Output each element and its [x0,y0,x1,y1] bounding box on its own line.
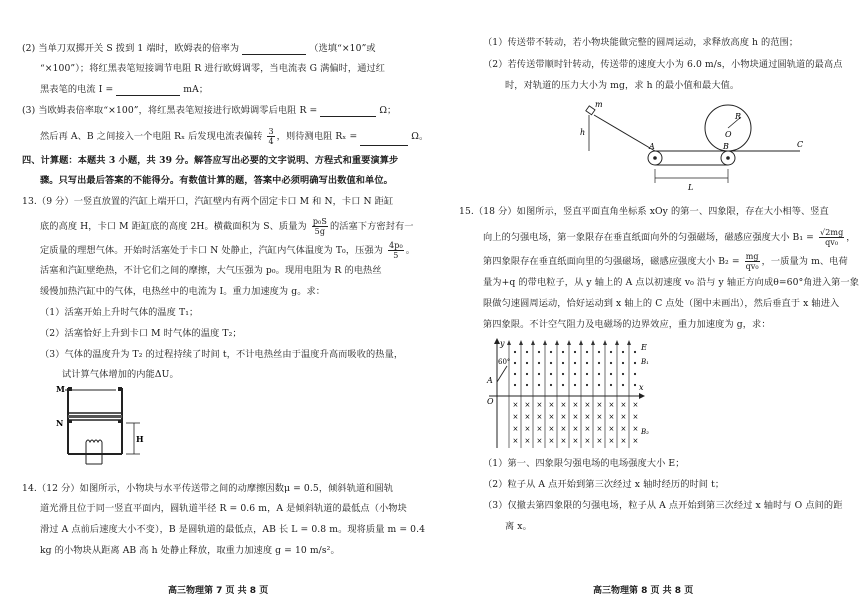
b2-field-cross: × [524,413,531,421]
b2-field-cross: × [524,425,531,433]
b2-field-cross: × [584,401,591,409]
b1-field-dot [562,384,564,386]
b2-field-cross: × [632,413,639,421]
q13-sub2: （2）活塞恰好上升到卡口 M 时气体的温度 T₂； [40,328,242,339]
e-field-arrow [519,340,523,345]
b2-field-cross: × [512,425,519,433]
q13-line1: 13.（9 分）一竖直放置的汽缸上端开口，汽缸壁内有两个固定卡口 M 和 N，卡口 N 距缸 [22,196,394,207]
q12-part2-line2: “×100”）；将红黑表笔短接调节电阻 R 进行欧姆调零，当电流表 G 满偏时，通过红 [40,63,386,74]
q14-sub1: （1）传送带不转动，若小物块能做完整的圆周运动，求释放高度 h 的范围； [483,37,799,48]
b1-field-dot [622,362,624,364]
b1-field-dot [550,351,552,353]
b1-field-dot [634,351,636,353]
b2-field-cross: × [560,425,567,433]
b1-field-dot [574,362,576,364]
field-figure [475,336,655,454]
answer-blank[interactable] [360,135,408,146]
b1-field-dot [622,351,624,353]
b2-field-cross: × [608,413,615,421]
b2-field-cross: × [572,437,579,445]
e-field-arrow [615,340,619,345]
b1-field-dot [586,362,588,364]
label-B: B [723,142,729,151]
q13-sub3-cont: 试计算气体增加的内能ΔU。 [62,369,179,380]
label-C: C [797,140,804,149]
fraction-b1: $\frac{√2mg}{\text{qv₀}}$ [820,228,844,247]
q12-part3-line2: 然后再 A、B 之间接入一个电阻 Rₓ 后发现电流表偏转 $\frac{3}{4}$ ，则待测电阻 Rₓ = Ω。 [40,127,429,146]
q14-line2: 道光滑且位于同一竖直平面内，圆轨道半径 R = 0.6 m，A 是倾斜轨道的最低点（小物块 [40,503,407,514]
label-H: H [136,434,144,444]
b1-field-dot [622,384,624,386]
b1-field-dot [586,373,588,375]
b1-field-dot [598,362,600,364]
b1-field-dot [610,384,612,386]
label-O: O [487,397,494,406]
b1-field-dot [622,373,624,375]
b1-field-dot [562,373,564,375]
b1-field-dot [598,351,600,353]
label-x: x [639,383,644,392]
b1-field-dot [514,362,516,364]
label-N: N [56,418,64,428]
q14-line1: 14.（12 分）如图所示，小物块与水平传送带之间的动摩擦因数μ = 0.5，倾斜轨道和圆轨 [22,483,394,494]
label-B2: B₂ [641,428,649,436]
label-angle: 60° [498,358,511,366]
q14-line3: 滑过 A 点前后速度大小不变），B 是圆轨道的最低点，AB 长 L = 0.8 m。现将质量 m = 0.4 [40,524,426,535]
b1-field-dot [550,384,552,386]
b2-field-cross: × [596,413,603,421]
q13-line2: 底的高度 H，卡口 M 距缸底的高度 2H。横截面积为 S、质量为 $\frac{\text{p₀S}}{5g}$ 的活塞下方密封有一 [40,217,414,236]
b2-field-cross: × [584,425,591,433]
fraction-mass: $\frac{\text{p₀S}}{5g}$ [312,217,327,236]
q15-line3: 第四象限存在垂直纸面向里的匀强磁场，磁感应强度大小 B₂ = $\frac{mg}{\text{qv₀}}$ ，一质量为 m、电荷 [483,252,848,271]
b1-field-dot [538,373,540,375]
q13-line4: 活塞和汽缸壁绝热，不计它们之间的摩擦，大气压强为 p₀。现用电阻为 R 的电热丝 [40,265,382,276]
b2-field-cross: × [548,401,555,409]
b1-field-dot [634,384,636,386]
e-field-arrow [603,340,607,345]
b2-field-cross: × [596,437,603,445]
b2-field-cross: × [620,401,627,409]
left-page [0,0,430,604]
b2-field-cross: × [620,425,627,433]
label-A: A [649,142,655,151]
q13-line3: 定质量的理想气体。开始时活塞处于卡口 N 处静止，汽缸内气体温度为 T₀，压强为 $\frac{\text{4p₀}}{5}$ 。 [40,241,416,260]
b2-field-cross: × [560,413,567,421]
q12-part2-line1: (2) 当单刀双掷开关 S 拨到 1 端时，欧姆表的倍率为 （选填“×10”或 [22,43,376,54]
b2-field-cross: × [632,401,639,409]
b2-field-cross: × [536,413,543,421]
b2-field-cross: × [548,437,555,445]
b2-field-cross: × [512,437,519,445]
e-field-arrow [567,340,571,345]
track-figure [580,95,805,195]
label-M: M [56,384,65,394]
b1-field-dot [550,373,552,375]
label-A: A [487,376,493,385]
q14-sub2: （2）若传送带顺时针转动，传送带的速度大小为 6.0 m/s，小物块通过圆轨道的最高点 [483,59,843,70]
q15-sub1: （1）第一、四象限匀强电场的电场强度大小 E； [483,458,685,469]
b2-field-cross: × [524,437,531,445]
q15-line4: 量为+q 的带电粒子，从 y 轴上的 A 点以初速度 v₀ 沿与 y 轴正方向成θ=60°角进入第一象 [483,277,859,288]
b1-field-dot [574,351,576,353]
b2-field-cross: × [512,401,519,409]
b2-field-cross: × [608,425,615,433]
b1-field-dot [610,362,612,364]
b1-field-dot [514,384,516,386]
b1-field-dot [598,384,600,386]
q12-part2-line3: 黑表笔的电流 I = mA； [40,84,209,95]
label-B1: B₁ [641,358,649,366]
e-field-arrow [543,340,547,345]
b1-field-dot [586,384,588,386]
b1-field-dot [526,362,528,364]
label-m: m [595,100,603,109]
q15-sub2: （2）粒子从 A 点开始到第三次经过 x 轴时经历的时间 t； [483,479,725,490]
b2-field-cross: × [584,413,591,421]
q15-line5: 限做匀速圆周运动，恰好运动到 x 轴上的 C 点处（图中未画出），然后垂直于 x 轴进入 [483,298,840,309]
b1-field-dot [574,384,576,386]
b2-field-cross: × [620,437,627,445]
page-footer-7: 高三物理第 7 页 共 8 页 [168,586,269,596]
b1-field-dot [514,351,516,353]
label-E: E [641,343,647,352]
b1-field-dot [526,373,528,375]
answer-blank[interactable] [320,106,376,117]
label-R: R [735,112,742,121]
right-page [445,0,861,604]
block [586,106,595,115]
b1-field-dot [538,384,540,386]
e-field-arrow [591,340,595,345]
b1-field-dot [610,351,612,353]
e-field-arrow [627,340,631,345]
b1-field-dot [634,373,636,375]
b1-field-dot [550,362,552,364]
q12-part3-line1: (3) 当欧姆表倍率取“×100”，将红黑表笔短接进行欧姆调零后电阻 R = Ω； [22,105,397,116]
b1-field-dot [526,384,528,386]
fraction-three-quarters: $\frac{3}{4}$ [268,127,274,146]
label-h: h [580,128,586,137]
e-field-arrow [579,340,583,345]
b2-field-cross: × [596,401,603,409]
q15-line2: 向上的匀强电场，第一象限存在垂直纸面向外的匀强磁场，磁感应强度大小 B₁ = $\frac{√2mg}{\text{qv₀}}$ ， [483,228,856,247]
b2-field-cross: × [536,425,543,433]
b2-field-cross: × [548,425,555,433]
b2-field-cross: × [608,401,615,409]
fraction-b2: $\frac{mg}{\text{qv₀}}$ [745,252,759,271]
b1-field-dot [634,362,636,364]
b2-field-cross: × [632,437,639,445]
q15-line6: 第四象限。不计空气阻力及电磁场的边界效应，重力加速度为 g，求： [483,319,771,330]
b2-field-cross: × [632,425,639,433]
page-footer-8: 高三物理第 8 页 共 8 页 [593,586,694,596]
b1-field-dot [574,373,576,375]
q14-sub2-cont: 时，对轨道的压力大小为 mg，求 h 的最小值和最大值。 [505,80,740,91]
b2-field-cross: × [512,413,519,421]
b1-field-dot [562,351,564,353]
b2-field-cross: × [620,413,627,421]
label-O: O [725,130,732,139]
answer-blank[interactable] [116,85,180,96]
b1-field-dot [586,351,588,353]
label-L: L [688,183,694,192]
b2-field-cross: × [524,401,531,409]
b2-field-cross: × [596,425,603,433]
b2-field-cross: × [572,401,579,409]
q15-sub3: （3）仅撤去第四象限的匀强电场，粒子从 A 点开始到第三次经过 x 轴时与 O 点间的距 [483,500,843,511]
section-four-heading: 四、计算题：本题共 3 小题，共 39 分。解答应写出必要的文字说明、方程式和重要演算步 [22,155,399,166]
q13-line5: 缓慢加热汽缸中的气体，电热丝中的电流为 I。重力加速度为 g。求： [40,286,326,297]
b2-field-cross: × [548,413,555,421]
b1-field-dot [538,351,540,353]
e-field-arrow [507,340,511,345]
e-field-arrow [531,340,535,345]
b1-field-dot [562,362,564,364]
q13-sub1: （1）活塞开始上升时气体的温度 T₁； [40,307,199,318]
fraction-pressure: $\frac{\text{4p₀}}{5}$ [389,241,403,260]
section-four-heading-2: 骤。只写出最后答案的不能得分。有数值计算的题，答案中必须明确写出数值和单位。 [40,175,393,186]
b2-field-cross: × [572,413,579,421]
answer-blank[interactable] [242,44,306,55]
q14-line4: kg 的小物块从距离 AB 高 h 处静止释放，取重力加速度 g = 10 m/s²。 [40,545,340,556]
label-y: y [500,339,505,348]
b2-field-cross: × [608,437,615,445]
b2-field-cross: × [584,437,591,445]
q15-line1: 15.（18 分）如图所示，竖直平面直角坐标系 xOy 的第一、四象限，存在大小相等、竖直 [459,206,829,217]
cylinder-figure [50,380,150,470]
q15-sub3-cont: 离 x。 [505,521,532,532]
b2-field-cross: × [536,437,543,445]
b2-field-cross: × [560,401,567,409]
b1-field-dot [538,362,540,364]
b2-field-cross: × [560,437,567,445]
q13-sub3: （3）气体的温度升为 T₂ 的过程持续了时间 t，不计电热丝由于温度升高而吸收的热量， [40,349,404,360]
b1-field-dot [514,373,516,375]
b1-field-dot [526,351,528,353]
b1-field-dot [610,373,612,375]
b2-field-cross: × [572,425,579,433]
e-field-arrow [555,340,559,345]
b2-field-cross: × [536,401,543,409]
b1-field-dot [598,373,600,375]
